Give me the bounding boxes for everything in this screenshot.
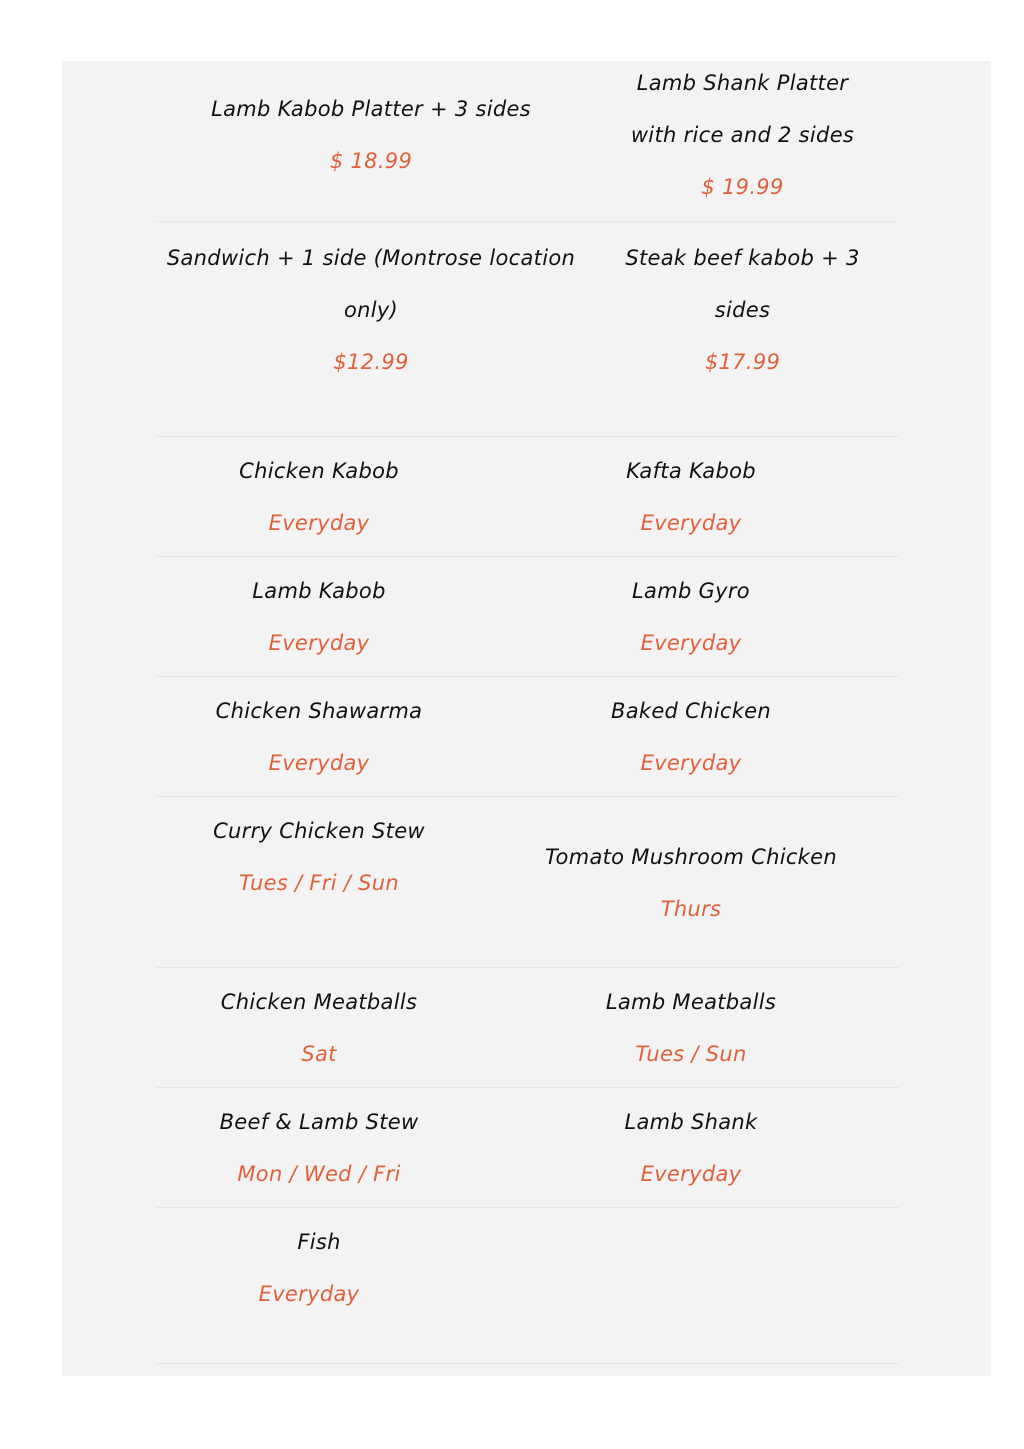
platter-price: $ 18.99 bbox=[329, 149, 413, 173]
schedule-row bbox=[156, 797, 899, 968]
item-days: Everyday bbox=[640, 511, 742, 535]
item-days: Everyday bbox=[268, 511, 370, 535]
schedule-row bbox=[156, 968, 899, 1088]
item-name: Chicken Shawarma bbox=[215, 699, 423, 723]
item-days: Everyday bbox=[640, 751, 742, 775]
platter-price: $17.99 bbox=[704, 350, 781, 374]
menu-item bbox=[501, 968, 881, 1087]
menu-item bbox=[501, 797, 881, 967]
menu-item bbox=[156, 1208, 482, 1363]
menu-panel bbox=[62, 61, 991, 1376]
schedule-row bbox=[156, 1208, 899, 1364]
item-days: Sat bbox=[301, 1042, 337, 1066]
platter-price: $ 19.99 bbox=[701, 175, 784, 199]
item-name: Curry Chicken Stew bbox=[213, 819, 425, 843]
schedule-row bbox=[156, 437, 899, 557]
menu-item bbox=[156, 968, 482, 1087]
platter-item bbox=[586, 61, 899, 221]
schedule-row bbox=[156, 557, 899, 677]
menu-item bbox=[156, 677, 482, 796]
item-name: Kafta Kabob bbox=[626, 459, 756, 483]
menu-item bbox=[501, 1088, 881, 1207]
platter-price: $12.99 bbox=[333, 350, 409, 374]
platter-name: with rice and 2 sides bbox=[630, 123, 855, 147]
menu-item bbox=[501, 437, 881, 556]
item-name: Beef & Lamb Stew bbox=[219, 1110, 419, 1134]
schedule-row bbox=[156, 1088, 899, 1208]
platter-item bbox=[156, 61, 586, 221]
item-name: Lamb Meatballs bbox=[605, 990, 777, 1014]
platter-item bbox=[586, 222, 899, 436]
item-days: Thurs bbox=[660, 897, 722, 921]
item-name: Chicken Kabob bbox=[239, 459, 399, 483]
item-days: Everyday bbox=[640, 631, 742, 655]
item-name: Chicken Meatballs bbox=[220, 990, 418, 1014]
item-days: Mon / Wed / Fri bbox=[237, 1162, 401, 1186]
item-name: Fish bbox=[297, 1230, 341, 1254]
menu-item bbox=[501, 677, 881, 796]
platter-name: Lamb Shank Platter bbox=[636, 71, 849, 95]
menu-item bbox=[156, 557, 482, 676]
menu-item bbox=[501, 557, 881, 676]
item-days: Everyday bbox=[268, 751, 370, 775]
platter-name: Lamb Kabob Platter + 3 sides bbox=[211, 97, 531, 121]
item-days: Tues / Sun bbox=[635, 1042, 747, 1066]
menu-item bbox=[156, 1088, 482, 1207]
menu-item bbox=[156, 797, 482, 967]
item-name: Tomato Mushroom Chicken bbox=[545, 845, 837, 869]
platter-item bbox=[156, 222, 586, 436]
item-days: Tues / Fri / Sun bbox=[238, 871, 400, 895]
menu-item bbox=[156, 437, 482, 556]
item-days: Everyday bbox=[640, 1162, 742, 1186]
platter-row bbox=[156, 61, 899, 222]
item-name: Lamb Shank bbox=[624, 1110, 758, 1134]
schedule-row bbox=[156, 677, 899, 797]
platter-name: only) bbox=[343, 298, 399, 322]
item-name: Lamb Kabob bbox=[252, 579, 386, 603]
platter-name: sides bbox=[714, 298, 771, 322]
platter-row bbox=[156, 222, 899, 437]
platter-name: Sandwich + 1 side (Montrose location bbox=[166, 246, 576, 270]
item-name: Lamb Gyro bbox=[632, 579, 750, 603]
item-days: Everyday bbox=[258, 1282, 360, 1306]
item-name: Baked Chicken bbox=[610, 699, 771, 723]
item-days: Everyday bbox=[268, 631, 370, 655]
platter-name: Steak beef kabob + 3 bbox=[625, 246, 860, 270]
